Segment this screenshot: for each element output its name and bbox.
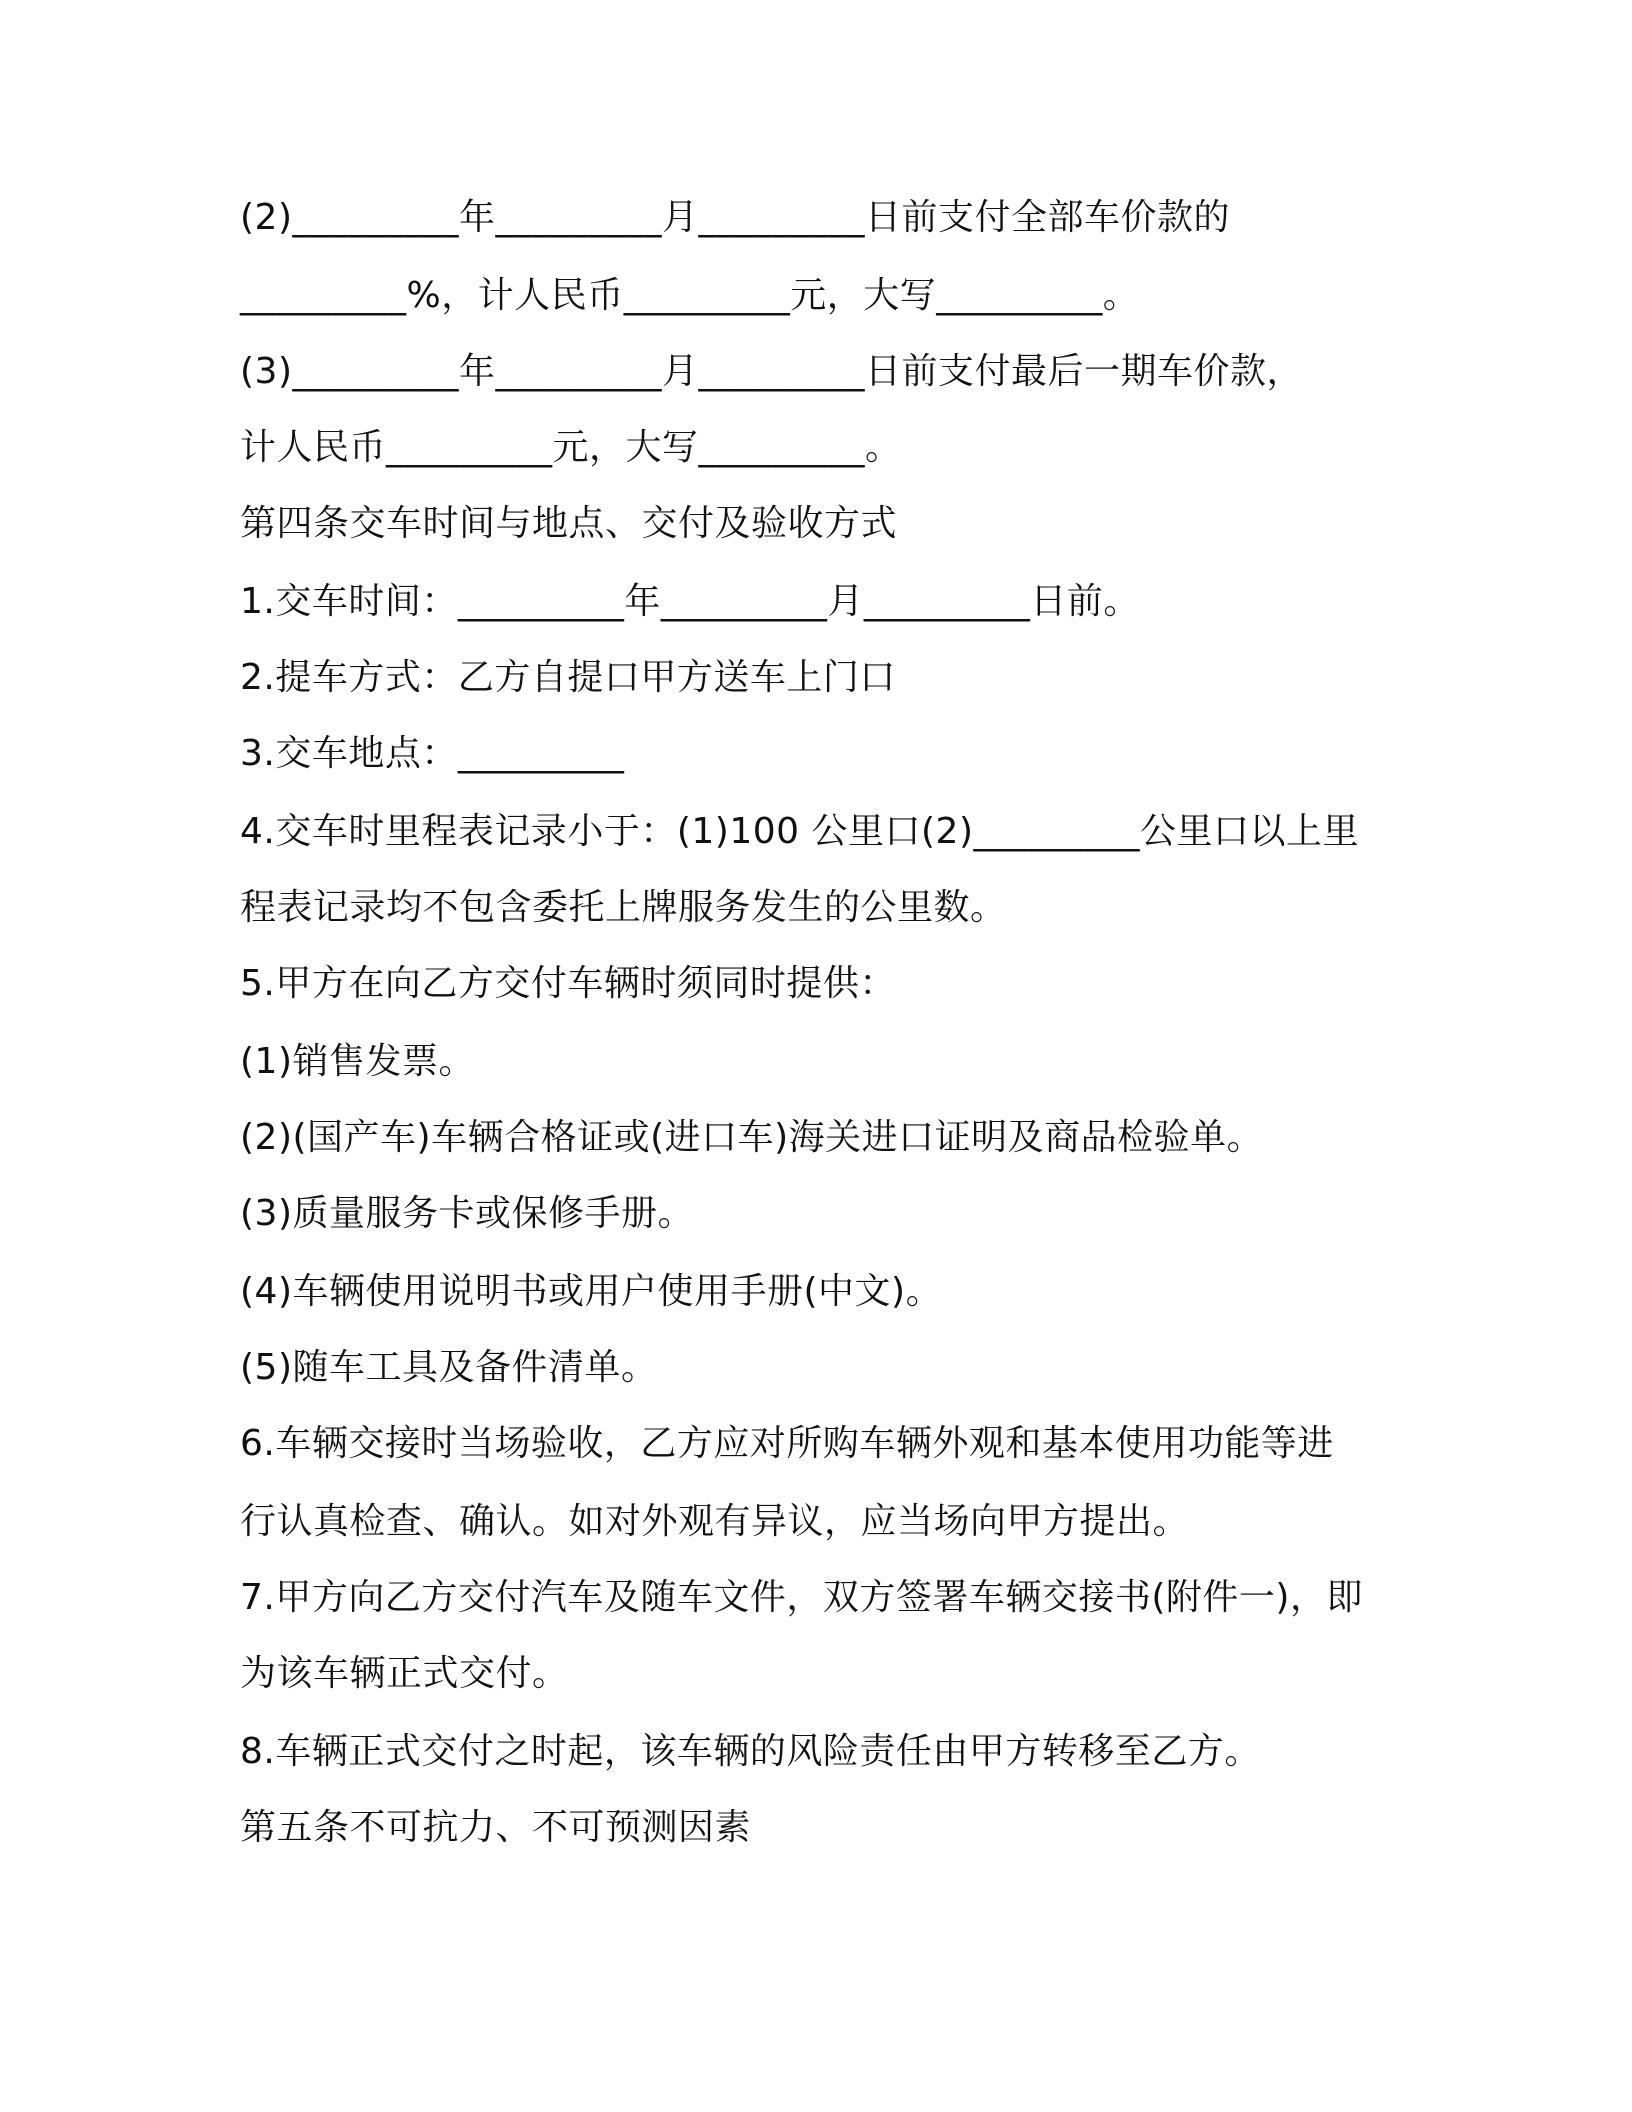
list-item: (2)(国产车)车辆合格证或(进口车)海关进口证明及商品检验单。 [240, 1117, 1264, 1158]
text-line: (2)_________年_________月_________日前支付全部车价款的 [240, 197, 1230, 238]
list-item: (3)质量服务卡或保修手册。 [240, 1193, 694, 1234]
text-line: _________%，计人民币_________元，大写_________。 [240, 275, 1140, 316]
text-line: 1.交车时间：_________年_________月_________日前。 [240, 581, 1140, 622]
text-line: 计人民币_________元，大写_________。 [240, 427, 902, 468]
text-line: 程表记录均不包含委托上牌服务发生的公里数。 [240, 887, 1007, 928]
text-line: 4.交车时里程表记录小于：(1)100 公里口(2)_________公里口以上里 [240, 811, 1359, 852]
text-line: 2.提车方式：乙方自提口甲方送车上门口 [240, 657, 896, 698]
section-heading: 第五条不可抗力、不可预测因素 [240, 1807, 752, 1848]
list-item: (1)销售发票。 [240, 1041, 475, 1082]
list-item: (5)随车工具及备件清单。 [240, 1347, 658, 1388]
section-heading: 第四条交车时间与地点、交付及验收方式 [240, 503, 898, 544]
text-line: 为该车辆正式交付。 [240, 1653, 569, 1694]
text-line: 3.交车地点：_________ [240, 733, 625, 774]
text-line: 8.车辆正式交付之时起，该车辆的风险责任由甲方转移至乙方。 [240, 1731, 1261, 1772]
list-item: (4)车辆使用说明书或用户使用手册(中文)。 [240, 1271, 943, 1312]
text-line: 行认真检查、确认。如对外观有异议，应当场向甲方提出。 [240, 1501, 1190, 1542]
text-line: 7.甲方向乙方交付汽车及随车文件，双方签署车辆交接书(附件一)，即 [240, 1577, 1363, 1618]
text-line: 5.甲方在向乙方交付车辆时须同时提供： [240, 963, 896, 1004]
text-line: 6.车辆交接时当场验收，乙方应对所购车辆外观和基本使用功能等进 [240, 1423, 1334, 1464]
text-line: (3)_________年_________月_________日前支付最后一期车价款， [240, 351, 1303, 392]
